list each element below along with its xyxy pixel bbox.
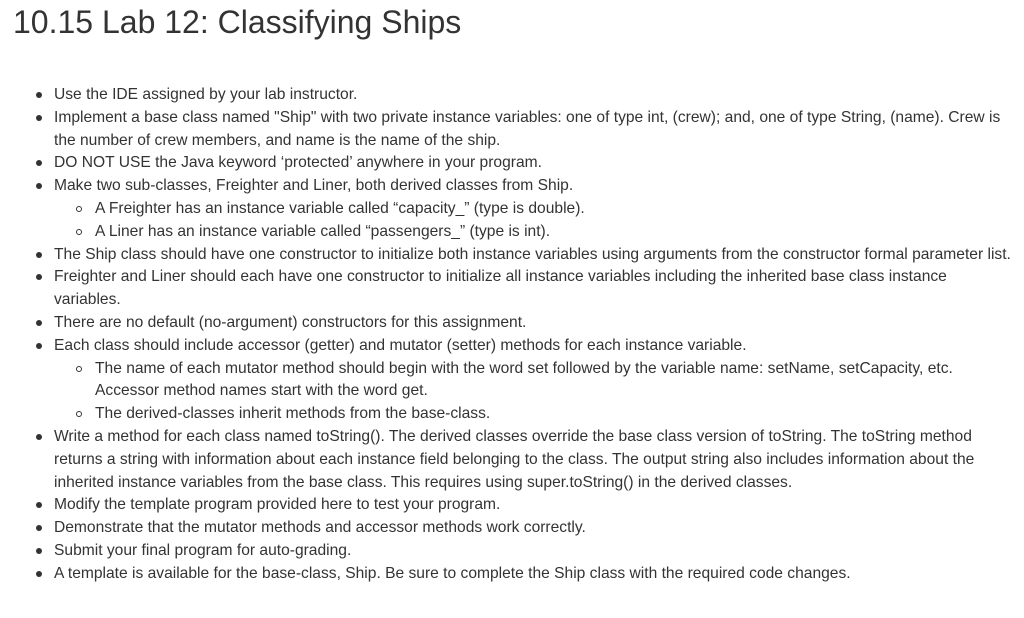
list-item-text: Implement a base class named "Ship" with two private instance variables: one of type int, (crew); and, one of type String, (name). Crew is the number of crew members, and name is the name of the ship. xyxy=(54,108,1001,149)
sub-list xyxy=(54,198,1016,244)
list-item xyxy=(54,540,1016,563)
list-item-text: Demonstrate that the mutator methods and accessor methods work correctly. xyxy=(54,519,586,537)
list-item-text: Submit your final program for auto-grading. xyxy=(54,541,352,559)
list-item xyxy=(54,244,1016,267)
list-item-text: Use the IDE assigned by your lab instructor. xyxy=(54,86,358,103)
page-title: 10.15 Lab 12: Classifying Ships xyxy=(13,4,462,40)
instructions-list xyxy=(54,84,1016,586)
list-item xyxy=(54,107,1016,153)
sub-list-item xyxy=(95,221,1016,244)
list-item-text: Freighter and Liner should each have one constructor to initialize all instance variables including the inherited base class instance variables. xyxy=(54,268,947,309)
list-item-text: Each class should include accessor (getter) and mutator (setter) methods for each instance variable. xyxy=(54,336,747,354)
sub-list-item-text: The name of each mutator method should begin with the word set followed by the variable name: setName, setCapacity, etc. Accessor method names start with the word get. xyxy=(95,359,953,400)
sub-list xyxy=(54,358,1016,426)
sub-list-item-text: The derived-classes inherit methods from the base-class. xyxy=(95,405,491,423)
list-item xyxy=(54,563,1016,586)
list-item-text: The Ship class should have one constructor to initialize both instance variables using arguments from the constructor formal parameter list. xyxy=(54,245,1011,263)
list-item-text: DO NOT USE the Java keyword ‘protected’ anywhere in your program. xyxy=(54,154,542,172)
list-item xyxy=(54,335,1016,426)
sub-list-item-text: A Liner has an instance variable called “passengers_” (type is int). xyxy=(95,222,551,240)
list-item xyxy=(54,152,1016,175)
list-item-text: A template is available for the base-class, Ship. Be sure to complete the Ship class with the required code changes. xyxy=(54,564,851,582)
list-item xyxy=(54,312,1016,335)
sub-list-item xyxy=(95,358,1016,404)
list-item xyxy=(54,175,1016,243)
list-item xyxy=(54,266,1016,312)
list-item xyxy=(54,517,1016,540)
sub-list-item xyxy=(95,198,1016,221)
sub-list-item xyxy=(95,403,1016,426)
list-item xyxy=(54,84,1016,107)
list-item-text: Make two sub-classes, Freighter and Liner, both derived classes from Ship. xyxy=(54,177,574,195)
list-item-text: Write a method for each class named toString(). The derived classes override the base class version of toString. The toString method returns a string with information about each instance field belonging to the class. The output string also includes information about the inherited instance variables from the base class. This requires using super.toString() in the derived classes. xyxy=(54,427,975,491)
list-item xyxy=(54,494,1016,517)
sub-list-item-text: A Freighter has an instance variable called “capacity_” (type is double). xyxy=(95,199,585,217)
list-item xyxy=(54,426,1016,494)
list-item-text: Modify the template program provided here to test your program. xyxy=(54,496,501,514)
list-item-text: There are no default (no-argument) constructors for this assignment. xyxy=(54,313,527,331)
